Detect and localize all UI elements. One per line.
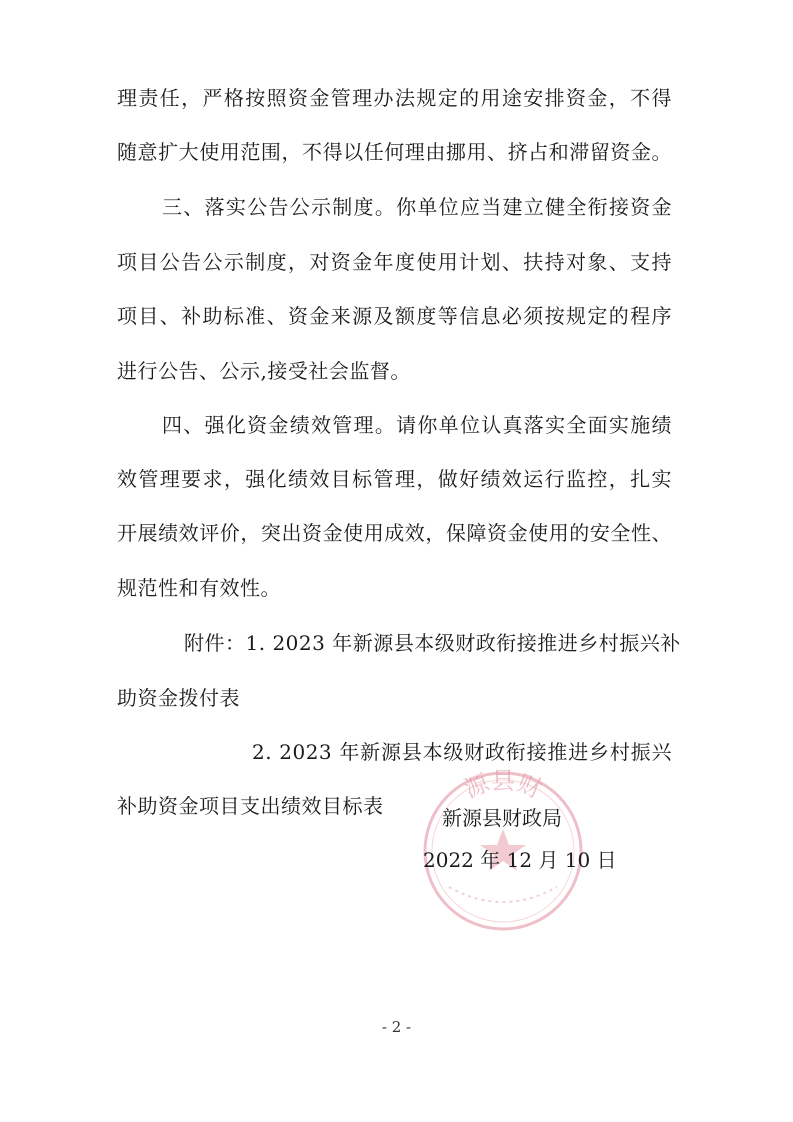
body-line-4: 项目公告公示制度，对资金年度使用计划、扶持对象、支持 — [117, 250, 672, 274]
body-line-5: 项目、补助标准、资金来源及额度等信息必须按规定的程序 — [117, 304, 672, 328]
issuing-organization: 新源县财政局 — [442, 806, 562, 830]
attachment-line-1: 附件：1. 2023 年新源县本级财政衔接推进乡村振兴补 — [184, 631, 681, 655]
attachment-line-4: 补助资金项目支出绩效目标表 — [117, 794, 384, 818]
attachment-line-2: 助资金拨付表 — [117, 686, 240, 710]
issue-date: 2022 年 12 月 10 日 — [423, 848, 617, 872]
body-line-7: 四、强化资金绩效管理。请你单位认真落实全面实施绩 — [162, 413, 672, 437]
seal-bottom-script — [449, 887, 557, 902]
body-line-9: 开展绩效评价，突出资金使用成效，保障资金使用的安全性、 — [117, 521, 672, 545]
page-number: - 2 - — [381, 1018, 412, 1036]
body-line-6: 进行公告、公示,接受社会监督。 — [117, 359, 411, 383]
body-line-1: 理责任，严格按照资金管理办法规定的用途安排资金，不得 — [117, 86, 672, 110]
body-line-10: 规范性和有效性。 — [117, 576, 281, 600]
body-line-3: 三、落实公告公示制度。你单位应当建立健全衔接资金 — [162, 195, 672, 219]
attachment-line-3: 2. 2023 年新源县本级财政衔接推进乡村振兴 — [252, 740, 672, 764]
body-line-2: 随意扩大使用范围，不得以任何理由挪用、挤占和滞留资金。 — [117, 140, 672, 164]
seal-top-text: 源县财 — [460, 767, 546, 804]
body-line-8: 效管理要求，强化绩效目标管理，做好绩效运行监控，扎实 — [117, 467, 672, 491]
